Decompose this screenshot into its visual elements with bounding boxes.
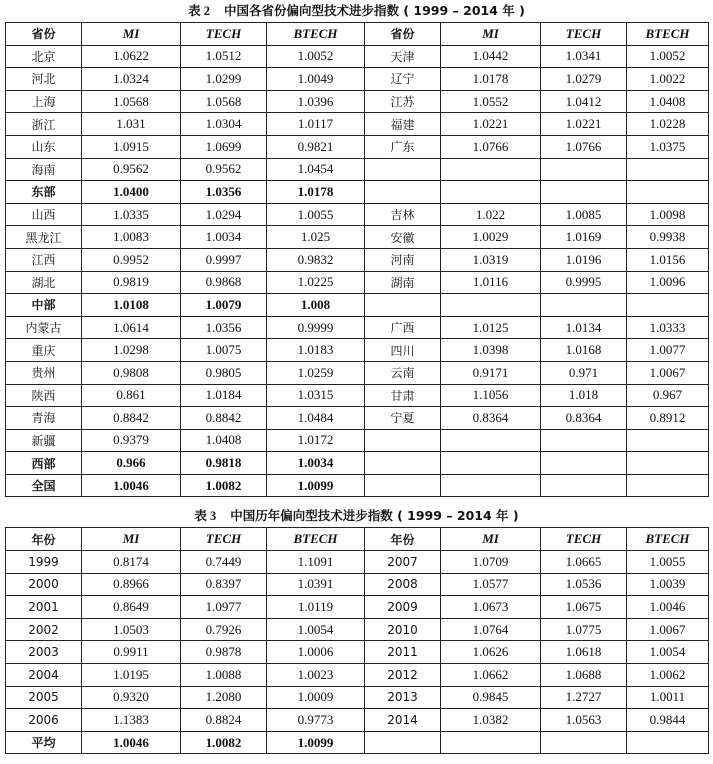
table2-row [6, 135, 709, 158]
table2-header-cell: 省份 [6, 23, 82, 46]
table2-cell [627, 158, 709, 181]
table3-header-cell: TECH [541, 528, 627, 551]
table2-cell: 1.018 [541, 384, 627, 407]
table2-cell: 0.8842 [181, 407, 267, 430]
table2-cell [441, 294, 541, 317]
table3-row [6, 596, 709, 619]
table3-cell: 2001 [6, 596, 82, 619]
table2-cell: 1.0099 [267, 474, 365, 497]
table2-cell: 河北 [6, 68, 82, 91]
table2-cell: 0.9938 [627, 226, 709, 249]
table2-cell: 广东 [365, 135, 441, 158]
table2-cell: 江西 [6, 248, 82, 271]
table2-cell: 1.0034 [181, 226, 267, 249]
table3-cell: 1.0977 [181, 596, 267, 619]
table2-row [6, 271, 709, 294]
table2-cell [365, 181, 441, 204]
table2-cell: 1.0225 [267, 271, 365, 294]
table3-row [6, 686, 709, 709]
yearly-index-table [5, 527, 709, 754]
table2-cell: 吉林 [365, 203, 441, 226]
table2-cell [627, 181, 709, 204]
table3-row [6, 618, 709, 641]
table2-cell: 1.0156 [627, 248, 709, 271]
table2-cell: 江苏 [365, 90, 441, 113]
table2-cell: 0.9997 [181, 248, 267, 271]
table2-cell [441, 181, 541, 204]
table2-cell: 四川 [365, 339, 441, 362]
table3-caption [0, 505, 713, 527]
table2-cell: 1.0055 [267, 203, 365, 226]
table3-cell: 0.7449 [181, 551, 267, 574]
table2-cell [541, 452, 627, 475]
table2-cell: 0.9808 [82, 361, 181, 384]
table3-cell: 1.0563 [541, 709, 627, 732]
table3-body [6, 551, 709, 754]
table2-cell: 全国 [6, 474, 82, 497]
table3-cell: 1.0099 [267, 731, 365, 754]
table2-header-row [6, 23, 709, 46]
table2-cell: 0.9819 [82, 271, 181, 294]
table3-header-cell: BTECH [267, 528, 365, 551]
table2-cell: 1.0400 [82, 181, 181, 204]
table2-cell: 1.0319 [441, 248, 541, 271]
table3-cell: 2004 [6, 664, 82, 687]
table2-cell: 福建 [365, 113, 441, 136]
table2-cell: 1.0259 [267, 361, 365, 384]
table2-cell: 1.0568 [181, 90, 267, 113]
table2-cell: 1.0304 [181, 113, 267, 136]
table2-cell: 1.0178 [441, 68, 541, 91]
table3-cell: 2011 [365, 641, 441, 664]
table3-cell: 2012 [365, 664, 441, 687]
table3-cell: 2007 [365, 551, 441, 574]
table2-cell [441, 429, 541, 452]
table2-cell [541, 294, 627, 317]
table2-cell [627, 452, 709, 475]
table2-cell: 1.0221 [541, 113, 627, 136]
table2-cell: 1.0454 [267, 158, 365, 181]
table2-caption-text: 中国各省份偏向型技术进步指数 ( 1999 – 2014 年 ) [224, 3, 525, 18]
table2-cell [365, 474, 441, 497]
table2-caption [0, 0, 713, 22]
table3-cell: 1.0046 [82, 731, 181, 754]
table2-cell: 1.0172 [267, 429, 365, 452]
table2-body [6, 45, 709, 497]
table3-cell: 2014 [365, 709, 441, 732]
table2-cell [441, 158, 541, 181]
table3-cell: 2008 [365, 573, 441, 596]
table2-header-cell: TECH [181, 23, 267, 46]
table2-cell: 新疆 [6, 429, 82, 452]
table2-cell: 1.0398 [441, 339, 541, 362]
table2-cell: 1.0075 [181, 339, 267, 362]
table2-cell [627, 294, 709, 317]
table3-cell: 1.0006 [267, 641, 365, 664]
table3-cell: 2013 [365, 686, 441, 709]
table3-cell: 2006 [6, 709, 82, 732]
table2-cell: 1.0408 [181, 429, 267, 452]
table3-cell: 0.9773 [267, 709, 365, 732]
table3-cell: 0.7926 [181, 618, 267, 641]
table2-cell: 1.0552 [441, 90, 541, 113]
table2-cell [365, 294, 441, 317]
table2-cell: 0.967 [627, 384, 709, 407]
table3-cell: 2000 [6, 573, 82, 596]
table3-cell: 1.0503 [82, 618, 181, 641]
table3-cell: 2010 [365, 618, 441, 641]
table2-cell: 北京 [6, 45, 82, 68]
table3-cell: 1.0382 [441, 709, 541, 732]
table3-cell: 0.8397 [181, 573, 267, 596]
table2-cell: 1.0375 [627, 135, 709, 158]
table2-cell: 1.0096 [627, 271, 709, 294]
table3-cell: 1.0675 [541, 596, 627, 619]
table2-cell: 0.8364 [541, 407, 627, 430]
table2-cell: 1.0116 [441, 271, 541, 294]
table2-cell [541, 181, 627, 204]
table2-row [6, 316, 709, 339]
table2-cell [365, 429, 441, 452]
table2-cell: 1.0279 [541, 68, 627, 91]
table2-cell: 1.0622 [82, 45, 181, 68]
table3-cell: 2005 [6, 686, 82, 709]
table2-cell: 1.0077 [627, 339, 709, 362]
table3-cell: 1.0119 [267, 596, 365, 619]
table3-cell: 1.0764 [441, 618, 541, 641]
table2-cell: 山西 [6, 203, 82, 226]
table2-cell: 黑龙江 [6, 226, 82, 249]
table2-cell: 0.9805 [181, 361, 267, 384]
table3-header-row [6, 528, 709, 551]
table2-cell: 0.966 [82, 452, 181, 475]
table3-cell: 0.8174 [82, 551, 181, 574]
table2-row [6, 294, 709, 317]
table2-cell: 1.0052 [267, 45, 365, 68]
table2-row [6, 248, 709, 271]
table3-cell: 1.0054 [627, 641, 709, 664]
table3-cell: 1.0054 [267, 618, 365, 641]
table2-row [6, 158, 709, 181]
table3-header-cell: 年份 [365, 528, 441, 551]
table2-cell [441, 452, 541, 475]
table2-cell: 陕西 [6, 384, 82, 407]
table3-caption-text: 中国历年偏向型技术进步指数 ( 1999 – 2014 年 ) [230, 508, 519, 524]
table2-cell: 0.9832 [267, 248, 365, 271]
table2-cell: 1.0335 [82, 203, 181, 226]
table2-cell: 山东 [6, 135, 82, 158]
table2-header-cell: MI [82, 23, 181, 46]
table3-cell: 1.0626 [441, 641, 541, 664]
table3-cell: 1.0577 [441, 573, 541, 596]
table2-cell: 1.0083 [82, 226, 181, 249]
table3-cell: 1.0039 [627, 573, 709, 596]
table2-cell: 1.0034 [267, 452, 365, 475]
table2-cell: 1.008 [267, 294, 365, 317]
table2-cell: 0.9171 [441, 361, 541, 384]
table3-cell: 1.0673 [441, 596, 541, 619]
table2-cell: 辽宁 [365, 68, 441, 91]
table3-cell: 1.0067 [627, 618, 709, 641]
table2-cell: 1.022 [441, 203, 541, 226]
table3-cell: 1.0055 [627, 551, 709, 574]
table2-cell: 1.0082 [181, 474, 267, 497]
table3-header-cell: MI [82, 528, 181, 551]
table3-cell: 1.0009 [267, 686, 365, 709]
table2-cell: 0.9999 [267, 316, 365, 339]
table2-cell: 1.0766 [441, 135, 541, 158]
table3-cell: 0.9320 [82, 686, 181, 709]
table3-row [6, 731, 709, 754]
table2-cell: 1.0915 [82, 135, 181, 158]
table2-cell: 上海 [6, 90, 82, 113]
table2-cell: 1.0408 [627, 90, 709, 113]
table3-cell: 0.8966 [82, 573, 181, 596]
table2-cell: 1.025 [267, 226, 365, 249]
table2-row [6, 68, 709, 91]
table2-cell: 1.0022 [627, 68, 709, 91]
table2-cell: 宁夏 [365, 407, 441, 430]
table3-cell: 1.0662 [441, 664, 541, 687]
table2-cell: 湖北 [6, 271, 82, 294]
table2-cell: 0.8912 [627, 407, 709, 430]
table3-cell: 0.9878 [181, 641, 267, 664]
table2-cell [627, 429, 709, 452]
table2-cell: 1.0046 [82, 474, 181, 497]
table3-cell: 0.9911 [82, 641, 181, 664]
table2-row [6, 407, 709, 430]
table2-cell [365, 158, 441, 181]
table2-cell: 1.0108 [82, 294, 181, 317]
table2-cell: 0.9818 [181, 452, 267, 475]
table2-cell: 安徽 [365, 226, 441, 249]
table2-cell [541, 474, 627, 497]
table3-row [6, 641, 709, 664]
table2-cell: 1.0412 [541, 90, 627, 113]
table2-cell: 0.9952 [82, 248, 181, 271]
table3-row [6, 573, 709, 596]
table2-cell: 湖南 [365, 271, 441, 294]
table2-cell [541, 429, 627, 452]
table3-header-cell: TECH [181, 528, 267, 551]
table2-cell: 1.0298 [82, 339, 181, 362]
table3-cell: 1.0011 [627, 686, 709, 709]
table3-cell: 1.0618 [541, 641, 627, 664]
table2-row [6, 90, 709, 113]
table2-cell: 1.0324 [82, 68, 181, 91]
table2-cell: 甘肃 [365, 384, 441, 407]
table2-caption-number: 表 2 [188, 4, 210, 18]
table2-cell: 1.0315 [267, 384, 365, 407]
table3-cell: 2009 [365, 596, 441, 619]
table2-cell: 1.0085 [541, 203, 627, 226]
table3-cell [627, 731, 709, 754]
table3-cell [365, 731, 441, 754]
table2-cell: 0.9562 [82, 158, 181, 181]
table2-cell: 1.0098 [627, 203, 709, 226]
table3-header-cell: 年份 [6, 528, 82, 551]
table2-cell: 1.0341 [541, 45, 627, 68]
table2-row [6, 203, 709, 226]
table3-caption-number: 表 3 [194, 509, 217, 524]
table3-cell: 1.2080 [181, 686, 267, 709]
table2-cell: 1.0134 [541, 316, 627, 339]
table3-cell: 1.0082 [181, 731, 267, 754]
table2-cell: 0.9379 [82, 429, 181, 452]
table2-cell: 东部 [6, 181, 82, 204]
table3-cell: 1.0391 [267, 573, 365, 596]
table3-cell: 1.0536 [541, 573, 627, 596]
table3-header-cell: BTECH [627, 528, 709, 551]
table2-cell: 重庆 [6, 339, 82, 362]
table3-cell: 2003 [6, 641, 82, 664]
table3-cell: 1.2727 [541, 686, 627, 709]
table2-cell: 1.0396 [267, 90, 365, 113]
table3-cell: 0.8824 [181, 709, 267, 732]
table2-cell: 1.0052 [627, 45, 709, 68]
table2-cell: 1.0184 [181, 384, 267, 407]
table3-cell: 1.0775 [541, 618, 627, 641]
table2-cell: 0.9868 [181, 271, 267, 294]
table2-cell: 1.0484 [267, 407, 365, 430]
table2-cell: 贵州 [6, 361, 82, 384]
table3-row [6, 709, 709, 732]
table2-cell: 青海 [6, 407, 82, 430]
table2-cell [541, 158, 627, 181]
table2-cell: 1.0079 [181, 294, 267, 317]
table3-cell: 1.0688 [541, 664, 627, 687]
table3-cell [441, 731, 541, 754]
table2-cell: 1.0766 [541, 135, 627, 158]
table3-cell: 平均 [6, 731, 82, 754]
table3-cell: 1.0062 [627, 664, 709, 687]
table2-cell: 中部 [6, 294, 82, 317]
table3-cell: 1.0023 [267, 664, 365, 687]
table2-cell: 1.0299 [181, 68, 267, 91]
table2-cell: 1.0699 [181, 135, 267, 158]
table2-cell [441, 474, 541, 497]
table2-cell: 1.0169 [541, 226, 627, 249]
table2-cell: 0.8364 [441, 407, 541, 430]
table2-cell: 1.0512 [181, 45, 267, 68]
table2-cell [365, 452, 441, 475]
table2-cell: 天津 [365, 45, 441, 68]
table2-cell: 0.861 [82, 384, 181, 407]
table2-row [6, 113, 709, 136]
table2-cell: 1.0294 [181, 203, 267, 226]
table2-cell: 1.0442 [441, 45, 541, 68]
table2-row [6, 429, 709, 452]
table2-row [6, 339, 709, 362]
table2-cell [627, 474, 709, 497]
table3-cell: 0.9844 [627, 709, 709, 732]
table2-header-cell: 省份 [365, 23, 441, 46]
table2-cell: 1.0333 [627, 316, 709, 339]
table2-cell: 1.031 [82, 113, 181, 136]
table2-cell: 1.0183 [267, 339, 365, 362]
table2-cell: 0.971 [541, 361, 627, 384]
table2-cell: 1.1056 [441, 384, 541, 407]
table2-cell: 西部 [6, 452, 82, 475]
table2-cell: 1.0228 [627, 113, 709, 136]
table2-cell: 1.0614 [82, 316, 181, 339]
table2-cell: 河南 [365, 248, 441, 271]
table3-row [6, 551, 709, 574]
table3-cell: 1.0088 [181, 664, 267, 687]
table3-cell: 2002 [6, 618, 82, 641]
table3-cell: 0.8649 [82, 596, 181, 619]
table2-header-cell: MI [441, 23, 541, 46]
table2-row [6, 361, 709, 384]
table2-row [6, 474, 709, 497]
table3-cell: 1.0195 [82, 664, 181, 687]
table2-cell: 内蒙古 [6, 316, 82, 339]
table2-row [6, 45, 709, 68]
table3-cell: 0.9845 [441, 686, 541, 709]
table3-cell [541, 731, 627, 754]
table2-cell: 1.0221 [441, 113, 541, 136]
table2-cell: 1.0356 [181, 316, 267, 339]
table2-row [6, 181, 709, 204]
table2-cell: 0.8842 [82, 407, 181, 430]
table2-cell: 1.0125 [441, 316, 541, 339]
table2-cell: 1.0178 [267, 181, 365, 204]
table2-cell: 1.0067 [627, 361, 709, 384]
table3-cell: 1.1383 [82, 709, 181, 732]
table2-cell: 云南 [365, 361, 441, 384]
table2-header-cell: BTECH [267, 23, 365, 46]
table2-row [6, 226, 709, 249]
table2-cell: 0.9995 [541, 271, 627, 294]
table2-cell: 0.9821 [267, 135, 365, 158]
table3-cell: 1.1091 [267, 551, 365, 574]
table3-cell: 1.0665 [541, 551, 627, 574]
table2-cell: 海南 [6, 158, 82, 181]
table2-row [6, 452, 709, 475]
table2-cell: 1.0356 [181, 181, 267, 204]
table2-row [6, 384, 709, 407]
table3-row [6, 664, 709, 687]
table3-cell: 1999 [6, 551, 82, 574]
table2-header-cell: BTECH [627, 23, 709, 46]
table2-cell: 1.0049 [267, 68, 365, 91]
table3-cell: 1.0709 [441, 551, 541, 574]
table2-cell: 1.0196 [541, 248, 627, 271]
table2-cell: 1.0568 [82, 90, 181, 113]
table2-cell: 1.0029 [441, 226, 541, 249]
table3-header-cell: MI [441, 528, 541, 551]
table2-cell: 广西 [365, 316, 441, 339]
table2-cell: 1.0168 [541, 339, 627, 362]
table2-cell: 1.0117 [267, 113, 365, 136]
province-index-table [5, 22, 709, 497]
table2-cell: 浙江 [6, 113, 82, 136]
table2-header-cell: TECH [541, 23, 627, 46]
table2-cell: 0.9562 [181, 158, 267, 181]
table3-cell: 1.0046 [627, 596, 709, 619]
